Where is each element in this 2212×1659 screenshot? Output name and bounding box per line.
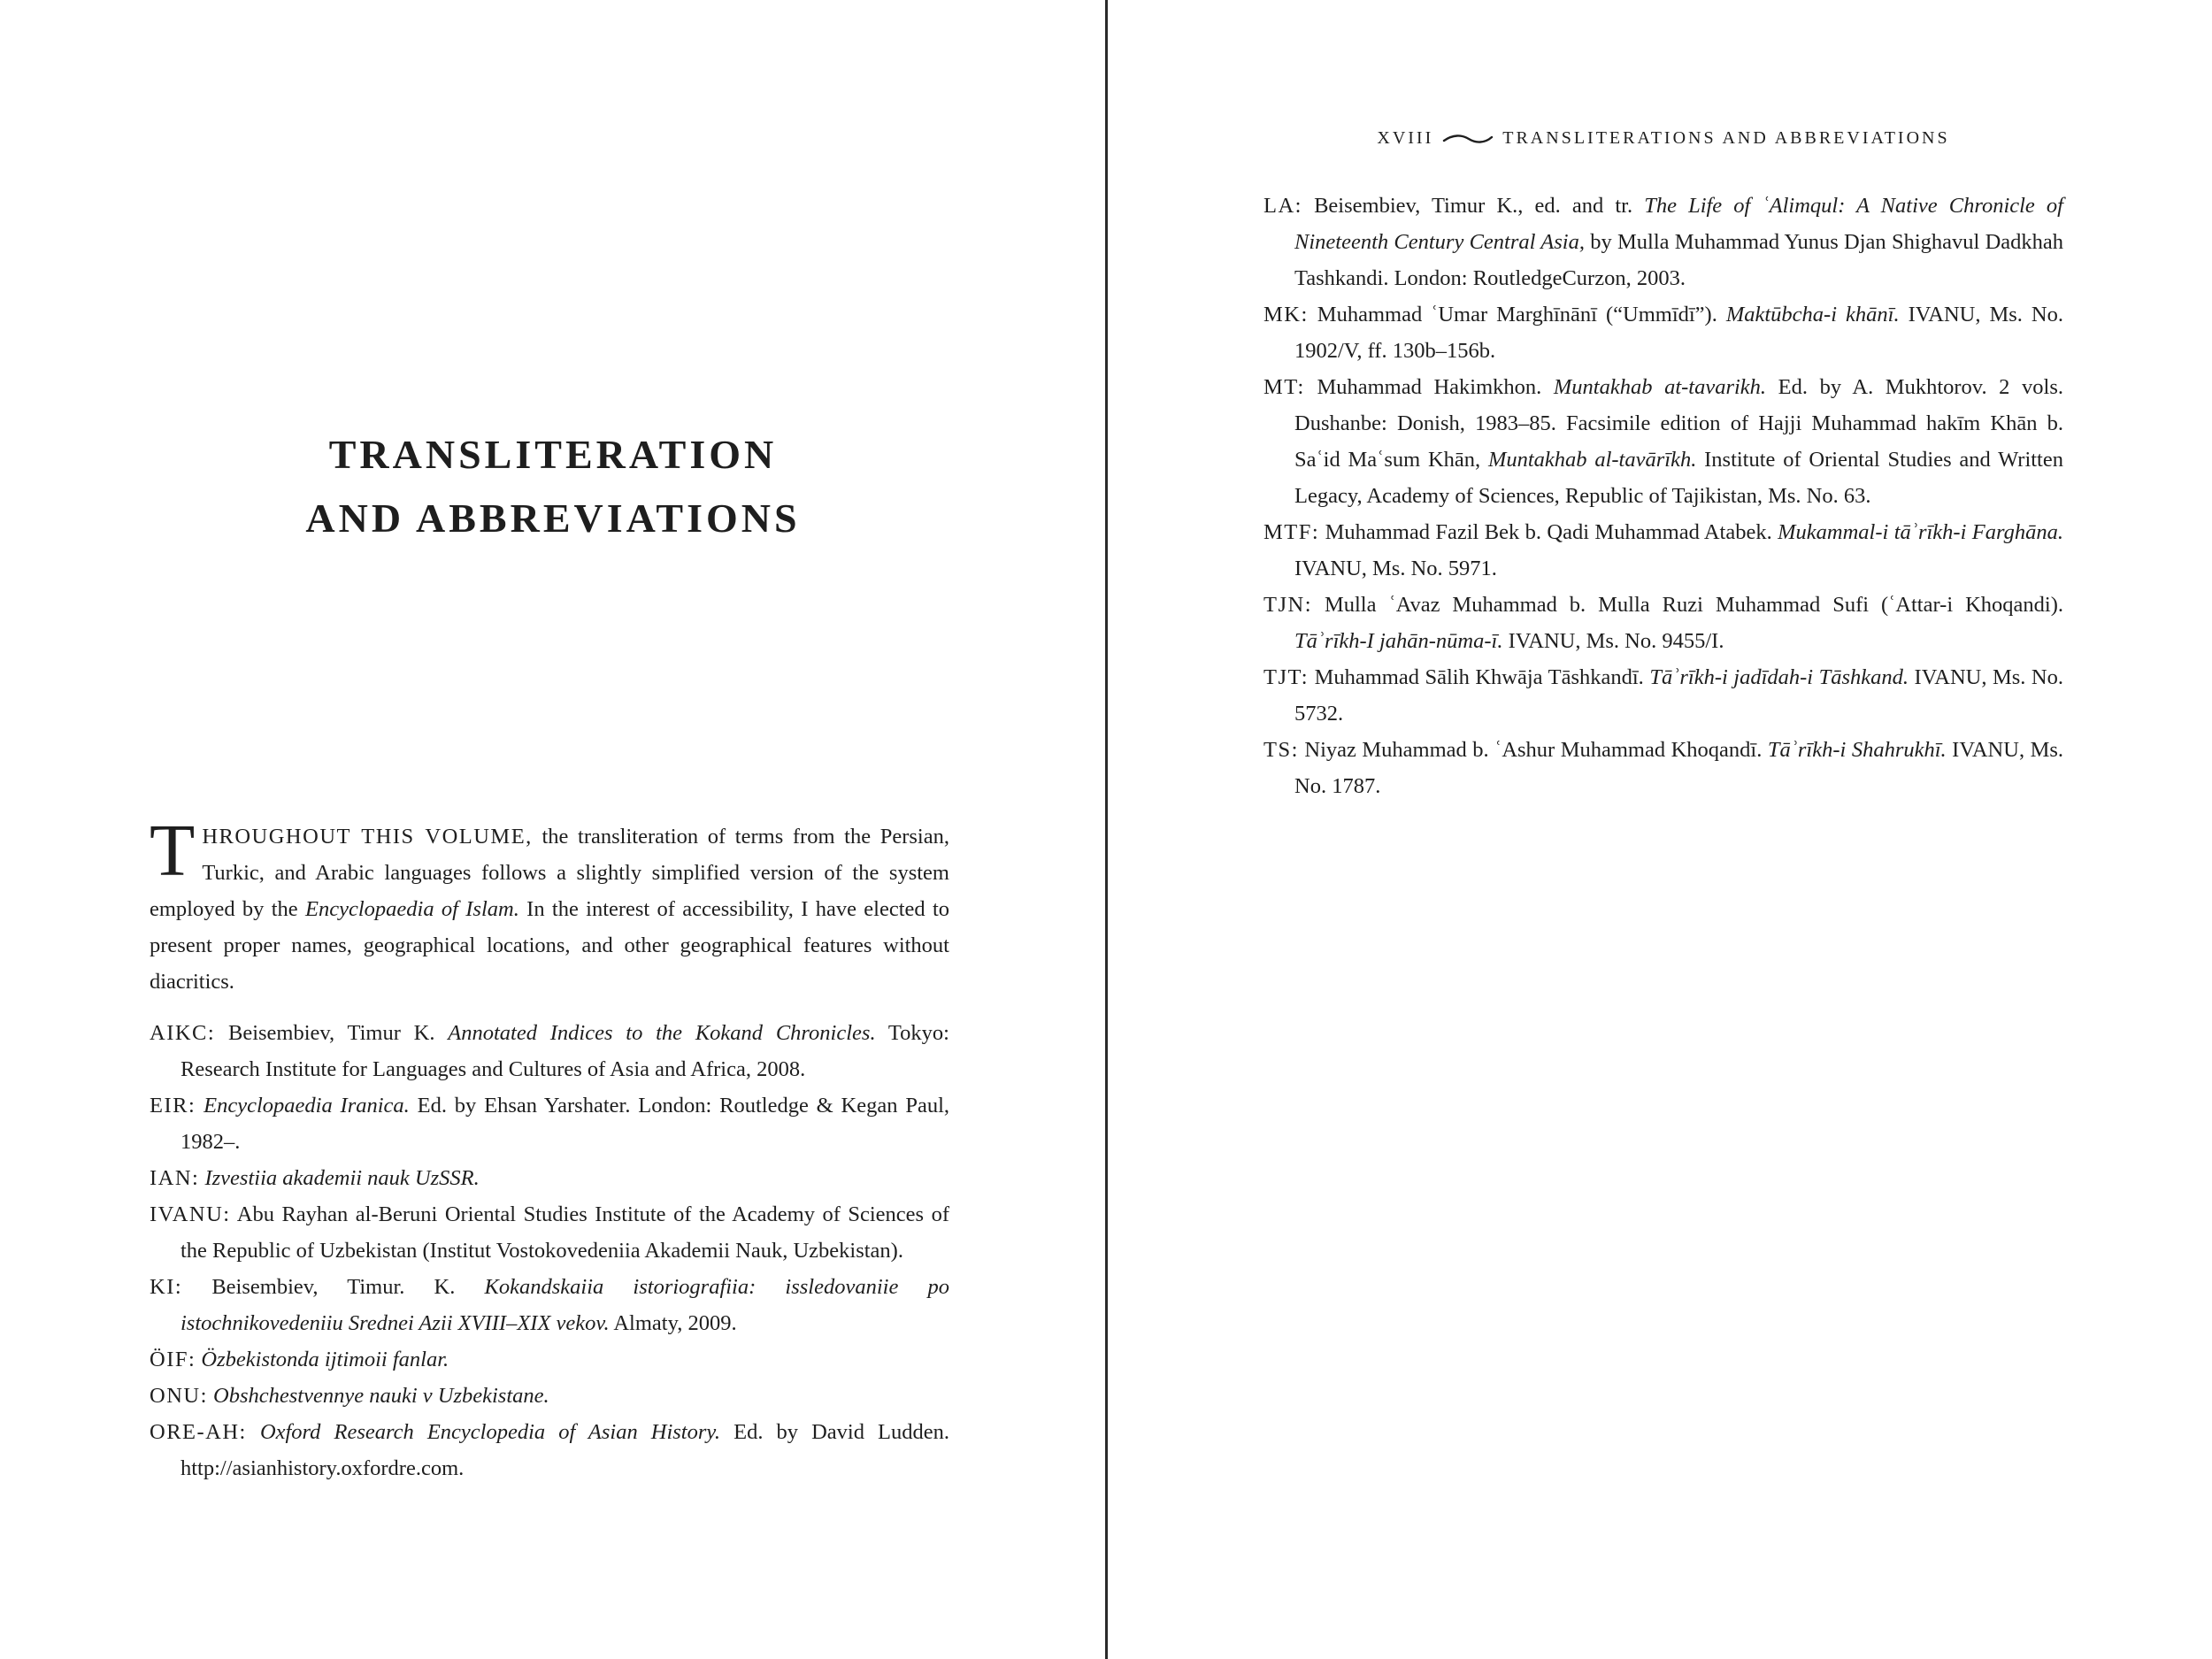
folio-number: XVIII — [1377, 128, 1434, 148]
drop-cap: T — [150, 809, 196, 892]
entry-italic: Encyclopaedia Iranica. — [204, 1094, 410, 1118]
abbreviation-entry — [150, 1341, 949, 1378]
entry-italic: Özbekistonda ijtimoii fanlar. — [201, 1348, 449, 1371]
abbreviation-entry — [150, 1160, 949, 1196]
abbreviation-key: AIKC: — [150, 1021, 216, 1045]
entry-text: Muhammad ʿUmar Marghīnānī (“Ummīdī”). — [1308, 303, 1726, 326]
entry-italic: Annotated Indices to the Kokand Chronicles. — [448, 1021, 876, 1045]
entry-italic: Muntakhab at-tavarikh. — [1553, 375, 1767, 399]
entry-text — [247, 1420, 260, 1444]
entry-text: Mulla ʿAvaz Muhammad b. Mulla Ruzi Muhammad Sufi (ʿAttar-i Khoqandi). — [1312, 593, 2063, 617]
entry-italic: Maktūbcha-i khānī. — [1725, 303, 1900, 326]
entry-text-after: IVANU, Ms. No. 5732. — [1294, 665, 2063, 726]
abbreviation-key: EIR: — [150, 1094, 196, 1118]
entry-text-after: Ed. by David Ludden. http://asianhistory.oxfordre.com. — [180, 1420, 949, 1480]
intro-italic-title: Encyclopaedia of Islam. — [305, 896, 519, 921]
intro-paragraph — [150, 809, 950, 1000]
abbreviation-entry — [150, 1196, 949, 1269]
abbreviation-key: MK: — [1263, 303, 1309, 326]
entry-text-after: IVANU, Ms. No. 9455/I. — [1502, 629, 1724, 653]
entry-text-after: Almaty, 2009. — [609, 1311, 737, 1335]
entry-text: Abu Rayhan al-Beruni Oriental Studies Institute of the Academy of Sciences of the Republic of Uzbekistan (Institut Vostokovedeniia Akademii Nauk, Uzbekistan). — [180, 1202, 949, 1263]
entry-italic: Mukammal-i tāʾrīkh-i Farghāna. — [1778, 520, 2063, 544]
abbreviation-key: IVANU: — [150, 1202, 231, 1226]
entry-italic: Obshchestvennye nauki v Uzbekistane. — [213, 1384, 549, 1408]
entry-italic: Oxford Research Encyclopedia of Asian History. — [259, 1420, 721, 1444]
entry-text: Muhammad Fazil Bek b. Qadi Muhammad Atabek. — [1319, 520, 1778, 544]
entry-text — [196, 1094, 204, 1118]
abbreviation-entry — [150, 1015, 949, 1087]
abbreviation-entry — [1263, 296, 2063, 369]
entry-text-after: Ed. by A. Mukhtorov. 2 vols. Dushanbe: Donish, 1983–85. Facsimile edition of Hajji Muhammad hakīm Khān b. Saʿid Maʿsum Khān, — [1294, 375, 2064, 472]
title-line-2: AND ABBREVIATIONS — [305, 495, 801, 541]
entry-text: Muhammad Sālih Khwāja Tāshkandī. — [1309, 665, 1650, 689]
intro-text-1: the transliteration of terms from the Persian, Turkic, and Arabic languages follows a slightly simplified version of the system employed by the — [150, 824, 949, 921]
abbreviation-key: IAN: — [150, 1166, 200, 1190]
intro-lead: HROUGHOUT THIS VOLUME, — [202, 824, 533, 849]
abbreviation-key: MT: — [1263, 375, 1305, 399]
running-head-title: TRANSLITERATIONS AND ABBREVIATIONS — [1502, 128, 1950, 148]
entry-text-after: Tokyo: Research Institute for Languages and Cultures of Asia and Africa, 2008. — [180, 1021, 949, 1081]
entry-text-after: IVANU, Ms. No. 5971. — [1294, 557, 1497, 580]
abbreviation-list-left — [150, 1015, 949, 1486]
abbreviation-entry — [150, 1378, 949, 1414]
abbreviation-key: TS: — [1263, 738, 1299, 762]
entry-text-after: IVANU, Ms. No. 1902/V, ff. 130b–156b. — [1294, 303, 2063, 363]
page-title — [0, 423, 1106, 550]
abbreviation-key: TJN: — [1263, 593, 1312, 617]
abbreviation-key: ONU: — [150, 1384, 208, 1408]
entry-text: Muhammad Hakimkhon. — [1304, 375, 1554, 399]
entry-text: Beisembiev, Timur K. — [215, 1021, 449, 1045]
abbreviation-entry — [1263, 732, 2063, 804]
entry-text: Niyaz Muhammad b. ʿAshur Muhammad Khoqandī. — [1298, 738, 1768, 762]
abbreviation-list-right — [1263, 188, 2063, 804]
entry-italic: The Life of ʿAlimqul: A Native Chronicle of Nineteenth Century Central Asia, — [1294, 194, 2063, 254]
entry-text: Beisembiev, Timur K., ed. and tr. — [1302, 194, 1645, 218]
entry-italic: Tāʾrīkh-i jadīdah-i Tāshkand. — [1649, 665, 1909, 689]
entry-italic: Tāʾrīkh-i Shahrukhī. — [1767, 738, 1947, 762]
abbreviation-entry — [1263, 188, 2063, 296]
abbreviation-entry — [1263, 587, 2063, 659]
running-head — [1263, 122, 2063, 154]
abbreviation-key: ÖIF: — [150, 1348, 196, 1371]
entry-italic: Izvestiia akademii nauk UzSSR. — [204, 1166, 480, 1190]
entry-text: Beisembiev, Timur. K. — [182, 1275, 485, 1299]
abbreviation-key: TJT: — [1263, 665, 1310, 689]
entry-italic-second: Muntakhab al-tavārīkh. — [1487, 448, 1697, 472]
abbreviation-entry — [1263, 659, 2063, 732]
entry-text-after: Ed. by Ehsan Yarshater. London: Routledge & Kegan Paul, 1982–. — [180, 1094, 950, 1154]
abbreviation-key: MTF: — [1263, 520, 1320, 544]
abbreviation-key: ORE-AH: — [150, 1420, 247, 1444]
abbreviation-key: KI: — [150, 1275, 183, 1299]
abbreviation-entry — [150, 1269, 949, 1341]
swash-ornament — [1442, 133, 1494, 145]
entry-text-after-second: Institute of Oriental Studies and Written Legacy, Academy of Sciences, Republic of Tajikistan, Ms. No. 63. — [1294, 448, 2063, 508]
entry-text-after: IVANU, Ms. No. 1787. — [1294, 738, 2064, 798]
abbreviation-entry — [150, 1414, 949, 1486]
abbreviation-key: LA: — [1263, 194, 1302, 218]
entry-italic: Kokandskaiia istoriografiia: issledovaniie po istochnikovedeniiu Srednei Azii XVIII–XIX vekov. — [180, 1275, 950, 1335]
title-line-1: TRANSLITERATION — [328, 432, 778, 477]
abbreviation-entry — [150, 1087, 949, 1160]
entry-italic: Tāʾrīkh-I jahān-nūma-ī. — [1294, 629, 1503, 653]
intro-text-2: In the interest of accessibility, I have elected to present proper names, geographical locations, and other geographical features without diacritics. — [150, 896, 950, 994]
entry-text-after: by Mulla Muhammad Yunus Djan Shighavul Dadkhah Tashkandi. London: RoutledgeCurzon, 2003. — [1294, 230, 2064, 290]
abbreviation-entry — [1263, 369, 2063, 514]
abbreviation-entry — [1263, 514, 2063, 587]
